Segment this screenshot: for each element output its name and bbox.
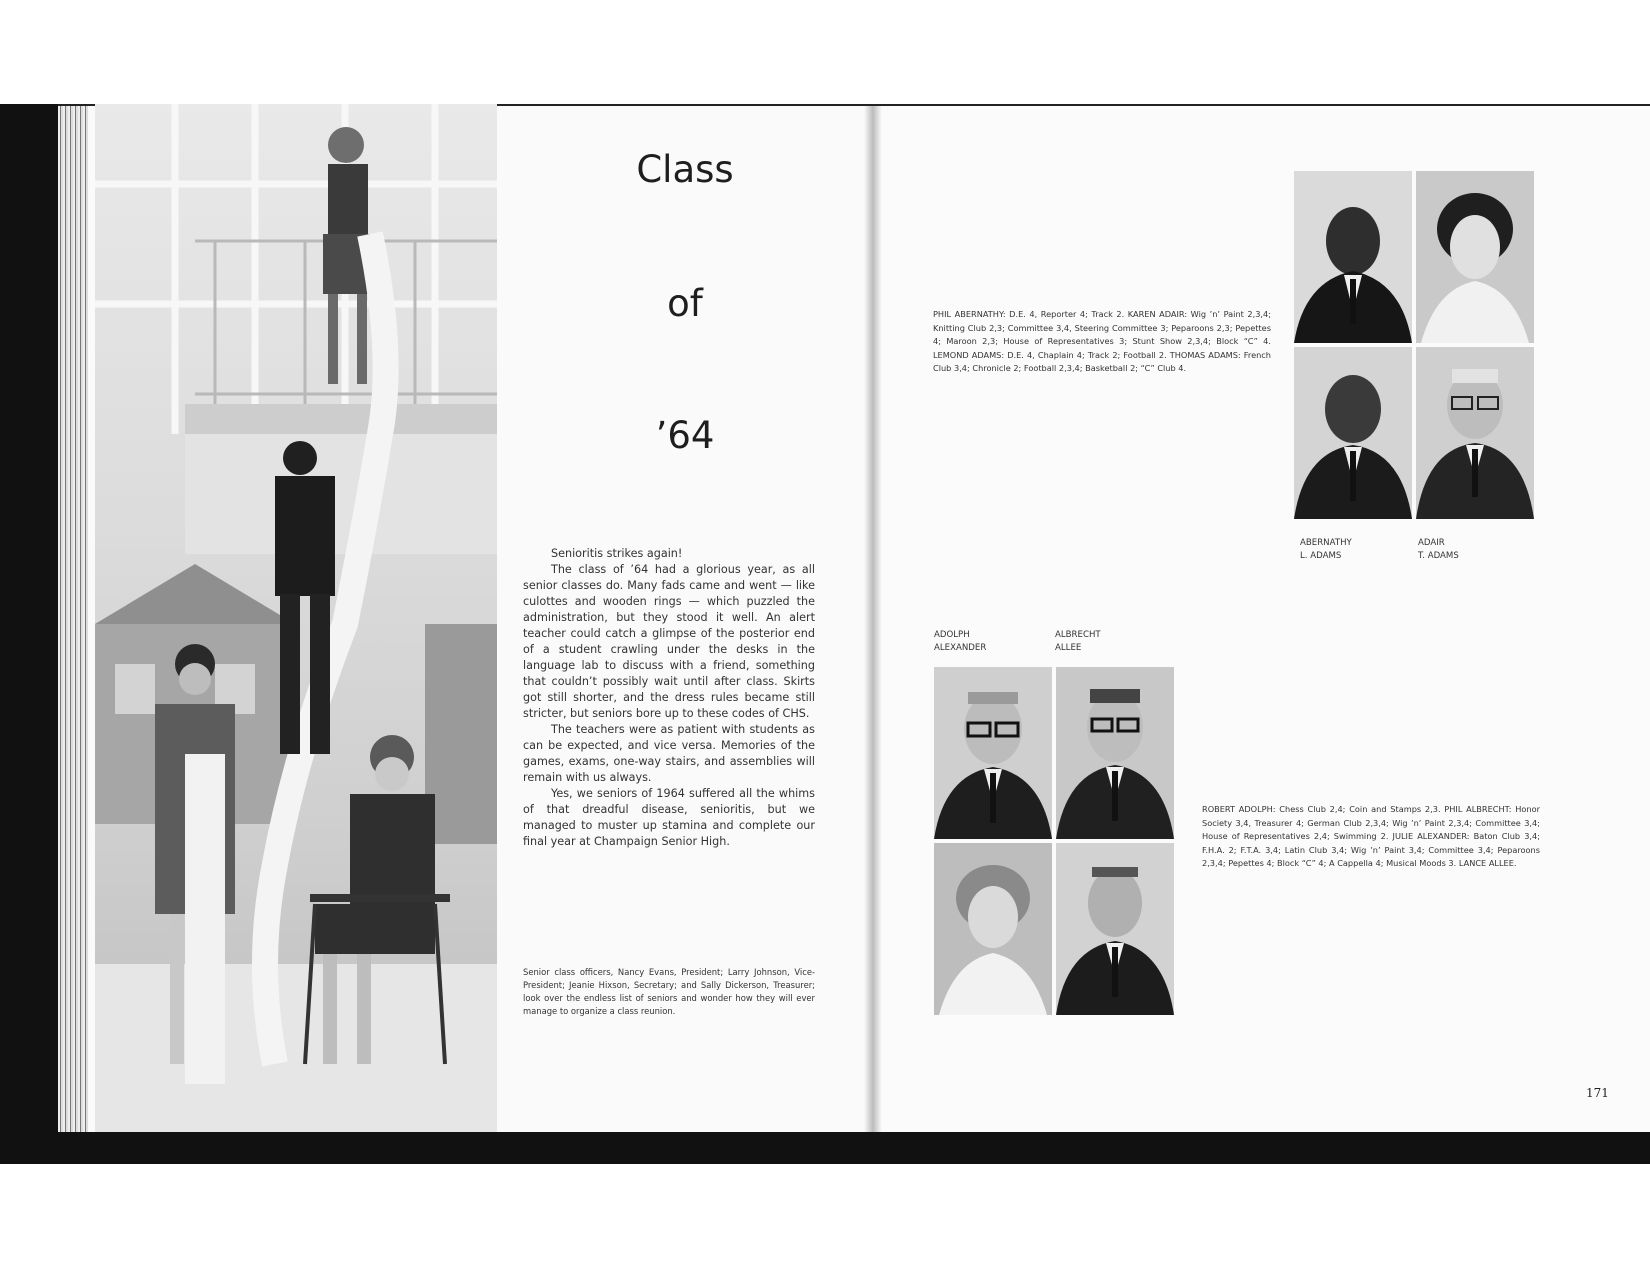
name-label: ABERNATHY xyxy=(1300,538,1352,548)
names-col-1 xyxy=(1300,537,1352,563)
senioritis-essay xyxy=(523,546,815,850)
name-label: ADAIR xyxy=(1418,538,1445,548)
bio-group-1: PHIL ABERNATHY: D.E. 4, Reporter 4; Track 2. KAREN ADAIR: Wig ’n’ Paint 2,3,4; Knitting Club 2,3; Committee 3,4, Steering Committee 3; Peparoons 2,3; Pepettes 4; Maroon 2,3; House of Representatives 3; Stunt Show 2,3,4; Block “C” 4. LEMOND ADAMS: D.E. 4, Chaplain 4; Track 2; Football 2. THOMAS ADAMS: French Club 3,4; Chronicle 2; Football 2,3,4; Basketball 2; “C” Club 4. xyxy=(933,309,1271,373)
portrait-t-adams xyxy=(1416,347,1534,519)
portrait-adolph xyxy=(934,667,1052,839)
portrait-albrecht xyxy=(1056,667,1174,839)
essay-paragraph: The teachers were as patient with students as can be expected, and vice versa. Memories of the games, exams, one-way stairs, and assemblies will remain with us always. xyxy=(523,723,815,784)
names-col-3 xyxy=(934,629,986,655)
name-label: L. ADAMS xyxy=(1300,551,1342,561)
name-label: ADOLPH xyxy=(934,630,970,640)
name-label: ALEXANDER xyxy=(934,643,987,653)
bio-group-2: ROBERT ADOLPH: Chess Club 2,4; Coin and Stamps 2,3. PHIL ALBRECHT: Honor Society 3,4, Treasurer 4; German Club 2,3,4; Wig ’n’ Paint 2,3,4; Committee 3,4; House of Representatives 2,4; Swimming 2. JULIE ALEXANDER: Baton Club 3,4; F.H.A. 2; F.T.A. 3,4; Latin Club 3,4; Wig ’n’ Paint 3,4; Committee 3,4; Peparoons 2,3,4; Pepettes 4; Block “C” 4; A Cappella 4; Musical Moods 3. LANCE ALLEE. xyxy=(1202,804,1540,868)
book-gutter xyxy=(864,104,882,1132)
portrait-abernathy xyxy=(1294,171,1412,343)
portrait-adair xyxy=(1416,171,1534,343)
names-col-4 xyxy=(1055,629,1101,655)
portrait-l-adams xyxy=(1294,347,1412,519)
name-label: ALBRECHT xyxy=(1055,630,1101,640)
title-year: ’64 xyxy=(655,414,715,457)
essay-paragraph: Yes, we seniors of 1964 suffered all the whims of that dreadful disease, senioritis, but we managed to muster up stamina and complete our final year at Champaign Senior High. xyxy=(523,787,815,848)
names-col-2 xyxy=(1418,537,1459,563)
title-of: of xyxy=(667,282,703,325)
title-class: Class xyxy=(636,148,734,191)
book-page-edges xyxy=(58,104,88,1132)
essay-heading: Senioritis strikes again! xyxy=(551,547,683,560)
portrait-alexander xyxy=(934,843,1052,1015)
page-number: 171 xyxy=(1586,1086,1609,1100)
class-officers-photo xyxy=(95,104,497,1132)
name-label: ALLEE xyxy=(1055,643,1082,653)
essay-paragraph: The class of ’64 had a glorious year, as all senior classes do. Many fads came and went — like culottes and wooden rings — which puzzled the administration, but they stood it well. An alert teacher could catch a glimpse of the posterior end of a student crawling under the desks in the language lab to discuss with a friend, something that couldn’t possibly wait until after class. Skirts got still shorter, and the dress rules became still stricter, but seniors bore up to these codes of CHS. xyxy=(523,563,815,720)
photo-caption: Senior class officers, Nancy Evans, President; Larry Johnson, Vice-President; Jeanie Hixson, Secretary; and Sally Dickerson, Treasurer; look over the endless list of seniors and wonder how they will ever manage to organize a class reunion. xyxy=(523,967,815,1016)
name-label: T. ADAMS xyxy=(1418,551,1459,561)
portrait-allee xyxy=(1056,843,1174,1015)
